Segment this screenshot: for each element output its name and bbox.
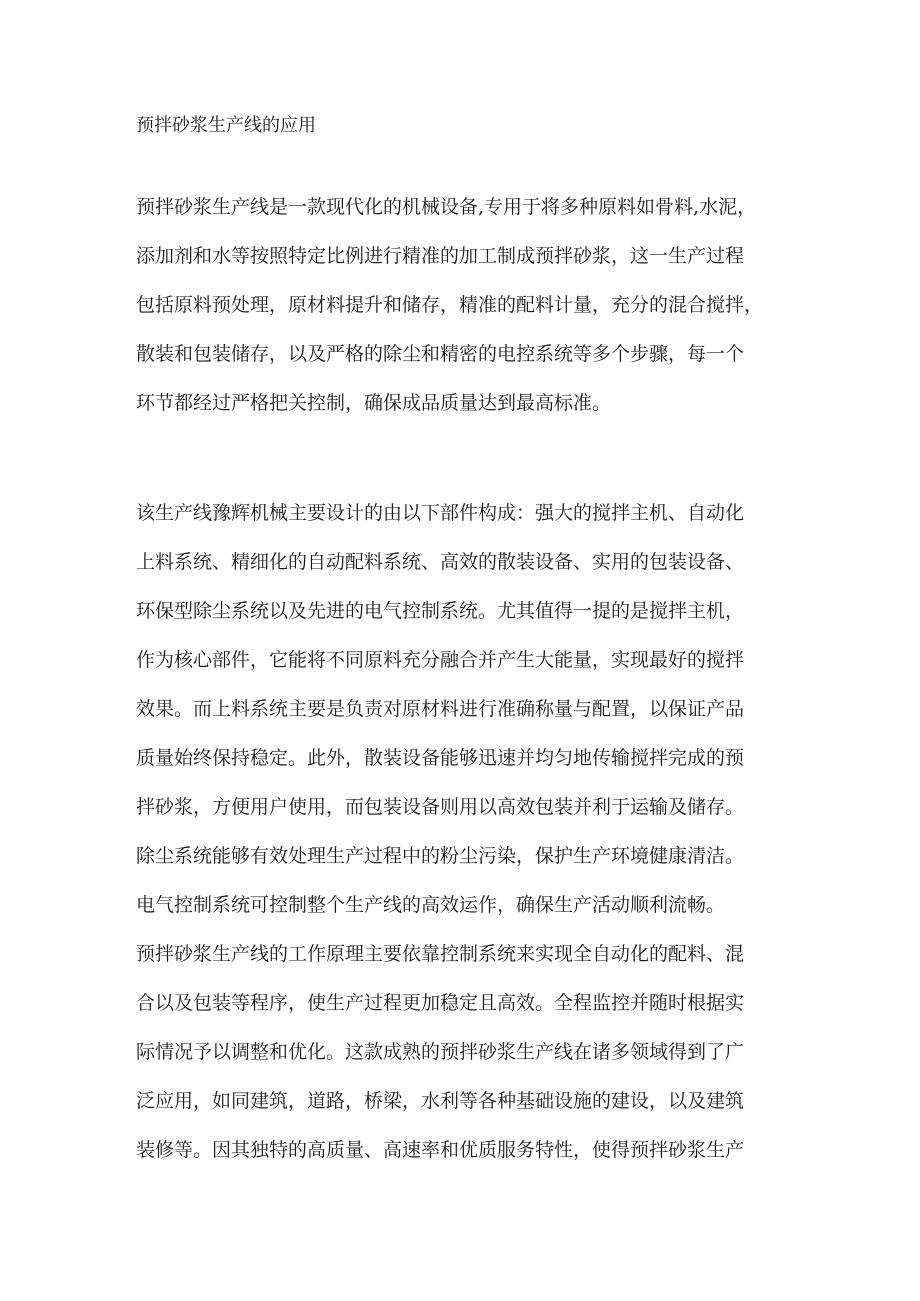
paragraph-intro [136,183,796,428]
paragraph-components [136,489,796,1175]
text-line: 环保型除尘系统以及先进的电气控制系统。尤其值得一提的是搅拌主机， [136,600,745,622]
text-line: 电气控制系统可控制整个生产线的高效运作，确保生产活动顺利流畅。 [136,894,726,916]
text-line: 效果。而上料系统主要是负责对原材料进行准确称量与配置，以保证产品 [136,698,745,720]
text-line: 作为核心部件，它能将不同原料充分融合并产生大能量，实现最好的搅拌 [136,649,745,671]
text-line: 散装和包装储存，以及严格的除尘和精密的电控系统等多个步骤，每一个 [136,343,745,365]
text-line: 该生产线豫辉机械主要设计的由以下部件构成：强大的搅拌主机、自动化 [136,502,745,524]
text-line: 上料系统、精细化的自动配料系统、高效的散装设备、实用的包装设备、 [136,551,745,573]
text-line: 质量始终保持稳定。此外，散装设备能够迅速并均匀地传输搅拌完成的预 [136,747,745,769]
text-line: 拌砂浆，方便用户使用，而包装设备则用以高效包装并利于运输及储存。 [136,796,745,818]
document-title: 预拌砂浆生产线的应用 [136,115,316,136]
text-line: 预拌砂浆生产线是一款现代化的机械设备,专用于将多种原料如骨料,水泥， [136,196,757,218]
text-line: 装修等。因其独特的高质量、高速率和优质服务特性，使得预拌砂浆生产 [136,1139,745,1161]
text-line: 添加剂和水等按照特定比例进行精准的加工制成预拌砂浆，这一生产过程 [136,245,745,267]
text-line: 泛应用，如同建筑，道路，桥梁，水利等各种基础设施的建设，以及建筑 [136,1090,745,1112]
text-line: 合以及包装等程序，使生产过程更加稳定且高效。全程监控并随时根据实 [136,992,745,1014]
text-line: 际情况予以调整和优化。这款成熟的预拌砂浆生产线在诸多领域得到了广 [136,1041,745,1063]
text-line: 预拌砂浆生产线的工作原理主要依靠控制系统来实现全自动化的配料、混 [136,943,745,965]
text-line: 包括原料预处理，原材料提升和储存，精准的配料计量，充分的混合搅拌， [136,294,764,316]
text-line: 环节都经过严格把关控制，确保成品质量达到最高标准。 [136,392,612,414]
text-line: 除尘系统能够有效处理生产过程中的粉尘污染，保护生产环境健康清洁。 [136,845,745,867]
